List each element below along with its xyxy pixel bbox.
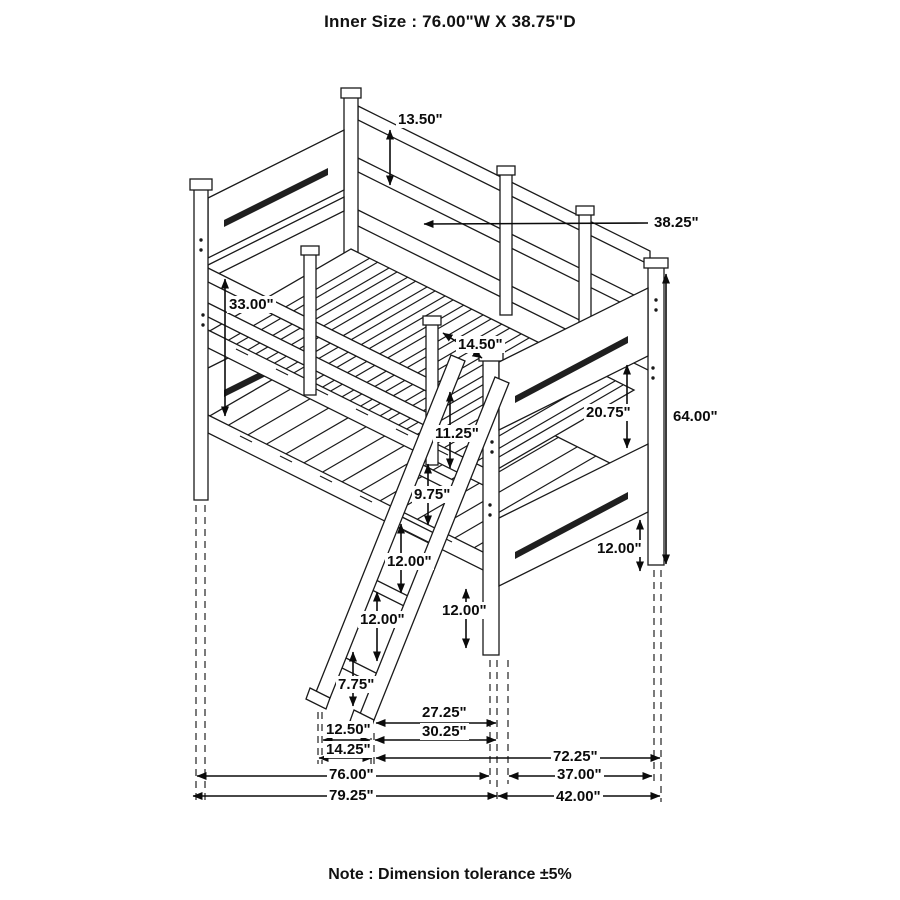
dim-rung-spacing-2: 9.75" xyxy=(414,486,451,503)
dim-inner-length: 76.00" xyxy=(329,766,374,783)
dim-ladder-opening-width: 14.50" xyxy=(458,336,503,353)
dim-bed-depth: 38.25" xyxy=(654,214,699,231)
dim-rung-spacing-3: 12.00" xyxy=(387,553,432,570)
back-guard-post-1 xyxy=(500,172,512,315)
dim-lower-rail-to-floor: 12.00" xyxy=(442,602,487,619)
dim-guardrail-to-lower-rail: 33.00" xyxy=(229,296,274,313)
dim-ladder-foot-outer: 14.25" xyxy=(326,741,371,758)
dim-guardrail-spacing: 13.50" xyxy=(398,111,443,128)
dim-inner-width: 37.00" xyxy=(557,766,602,783)
dim-overall-width: 42.00" xyxy=(556,788,601,805)
dim-bunk-gap: 20.75" xyxy=(586,404,631,421)
dim-ladder-extension-bottom: 30.25" xyxy=(422,723,467,740)
tolerance-note: Note : Dimension tolerance ±5% xyxy=(328,866,572,883)
dim-ladder-foot-inner: 12.50" xyxy=(326,721,371,738)
dim-ladder-extension-top: 27.25" xyxy=(422,704,467,721)
dim-rung-spacing-1: 11.25" xyxy=(435,425,479,442)
dim-rung-spacing-4: 12.00" xyxy=(360,611,405,628)
dim-overall-length: 79.25" xyxy=(329,787,374,804)
dim-overall-height: 64.00" xyxy=(673,408,718,425)
dim-foot-span: 72.25" xyxy=(553,748,598,765)
page-title: Inner Size : 76.00"W X 38.75"D xyxy=(324,12,576,31)
dim-bottom-rung-height: 7.75" xyxy=(338,676,375,693)
dim-underbed-clearance: 12.00" xyxy=(597,540,642,557)
front-guard-post xyxy=(304,252,316,395)
